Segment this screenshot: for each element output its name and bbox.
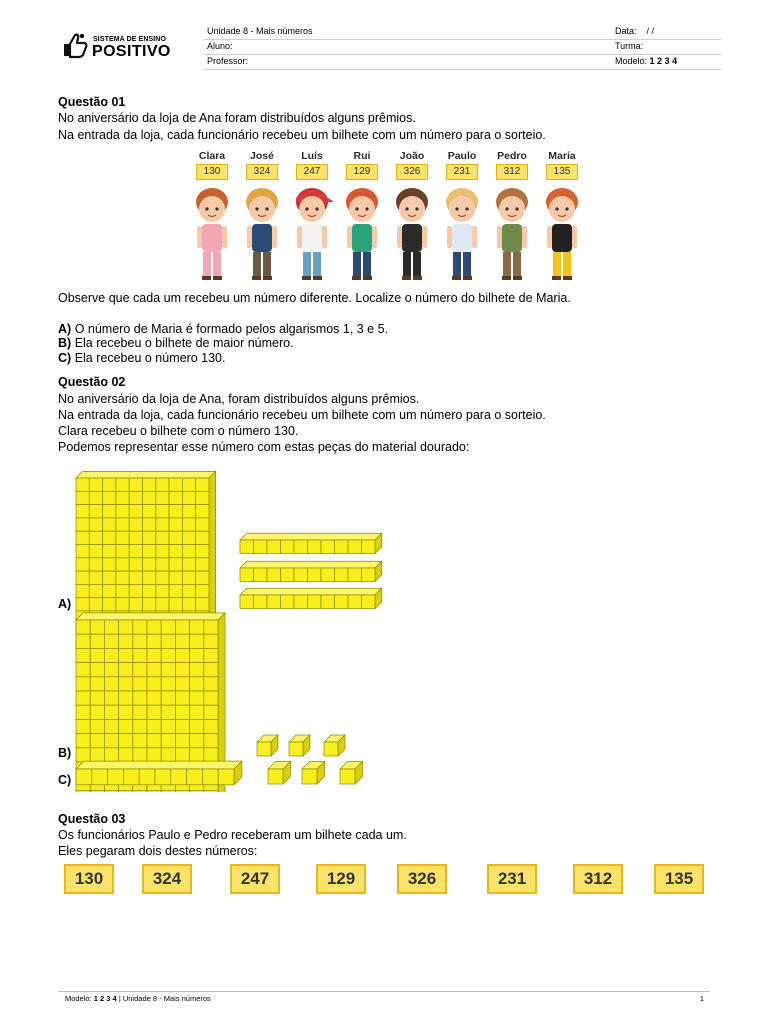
number-ticket: 247	[230, 864, 280, 894]
thumbs-up-logo-icon	[60, 30, 90, 60]
employee-name: Maria	[548, 150, 576, 162]
employee-0	[188, 150, 236, 287]
logo-subtitle: SISTEMA DE ENSINO	[93, 36, 167, 43]
number-ticket: 326	[397, 864, 447, 894]
number-ticket: 130	[64, 864, 114, 894]
employee-ticket: 231	[446, 164, 478, 180]
footer-text: Modelo: 1 2 3 4 | Unidade 8 - Mais números	[65, 994, 211, 1003]
q1-line: No aniversário da loja de Ana foram distribuídos alguns prêmios.	[58, 111, 416, 125]
header-row-student	[204, 39, 721, 55]
logo-title: POSITIVO	[92, 43, 171, 60]
q2-option-b-label: B)	[58, 746, 72, 760]
header-row-teacher	[204, 54, 721, 70]
employee-ticket: 312	[496, 164, 528, 180]
unit-title: Unidade 8 - Mais números	[207, 26, 313, 36]
employee-6	[488, 150, 536, 287]
q2-line: Clara recebeu o bilhete com o número 130.	[58, 424, 299, 438]
date-field: Data: / /	[615, 26, 655, 36]
person-figure-icon	[388, 182, 436, 286]
employee-5	[438, 150, 486, 287]
ten-rod-c	[76, 761, 242, 769]
model-field: Modelo: 1 2 3 4	[615, 56, 678, 66]
q2-title: Questão 02	[58, 375, 126, 389]
number-ticket: 312	[573, 864, 623, 894]
q3-line: Eles pegaram dois destes números:	[58, 844, 258, 858]
employee-1	[238, 150, 286, 287]
employee-name: Luís	[301, 150, 323, 162]
number-ticket: 231	[487, 864, 537, 894]
number-ticket: 324	[142, 864, 192, 894]
employee-name: João	[399, 150, 425, 162]
q3-title: Questão 03	[58, 812, 126, 826]
q3-line: Os funcionários Paulo e Pedro receberam um bilhete cada um.	[58, 828, 407, 842]
q2-option-a-label: A)	[58, 597, 72, 611]
hundred-flat-a	[76, 471, 216, 478]
ten-rod-a3	[240, 588, 382, 595]
class-field: Turma:	[615, 41, 644, 51]
logo	[60, 30, 175, 62]
q1-option-a: A) O número de Maria é formado pelos algarismos 1, 3 e 5.	[58, 322, 389, 336]
ten-rod-a2	[240, 561, 382, 568]
employee-name: José	[250, 150, 274, 162]
header-row-unit	[204, 24, 721, 40]
employee-7	[538, 150, 586, 287]
q2-option-c-label: C)	[58, 773, 72, 787]
employee-3	[338, 150, 386, 287]
person-figure-icon	[238, 182, 286, 286]
employee-4	[388, 150, 436, 287]
q1-title: Questão 01	[58, 95, 126, 109]
q1-instruction: Observe que cada um recebeu um número diferente. Localize o número do bilhete de Maria.	[58, 291, 571, 305]
q1-option-c: C) Ela recebeu o número 130.	[58, 351, 226, 365]
number-ticket: 135	[654, 864, 704, 894]
ten-rod-a1	[240, 533, 382, 540]
q2-line: No aniversário da loja de Ana, foram distribuídos alguns prêmios.	[58, 392, 420, 406]
page-footer	[58, 991, 710, 1003]
person-figure-icon	[288, 182, 336, 286]
employees-illustration	[188, 150, 581, 287]
person-figure-icon	[188, 182, 236, 286]
employee-ticket: 130	[196, 164, 228, 180]
person-figure-icon	[338, 182, 386, 286]
q1-option-b: B) Ela recebeu o bilhete de maior número.	[58, 336, 294, 350]
person-figure-icon	[538, 182, 586, 286]
employee-name: Clara	[198, 150, 226, 162]
person-figure-icon	[438, 182, 486, 286]
hundred-flat-b	[76, 613, 225, 620]
employee-2	[288, 150, 336, 287]
employee-ticket: 129	[346, 164, 378, 180]
number-ticket: 129	[316, 864, 366, 894]
employee-ticket: 324	[246, 164, 278, 180]
employee-ticket: 135	[546, 164, 578, 180]
employee-name: Pedro	[497, 150, 527, 162]
employee-name: Paulo	[447, 150, 477, 162]
employee-name: Rui	[353, 150, 371, 162]
employee-ticket: 247	[296, 164, 328, 180]
student-field: Aluno:	[207, 41, 233, 51]
q2-line: Na entrada da loja, cada funcionário recebeu um bilhete com um número para o sorteio.	[58, 408, 546, 422]
base-ten-blocks	[70, 466, 400, 792]
person-figure-icon	[488, 182, 536, 286]
q1-line: Na entrada da loja, cada funcionário recebeu um bilhete com um número para o sorteio.	[58, 128, 546, 142]
page-number: 1	[699, 994, 704, 1003]
teacher-field: Professor:	[207, 56, 249, 66]
employee-ticket: 326	[396, 164, 428, 180]
q2-line: Podemos representar esse número com estas peças do material dourado:	[58, 440, 470, 454]
